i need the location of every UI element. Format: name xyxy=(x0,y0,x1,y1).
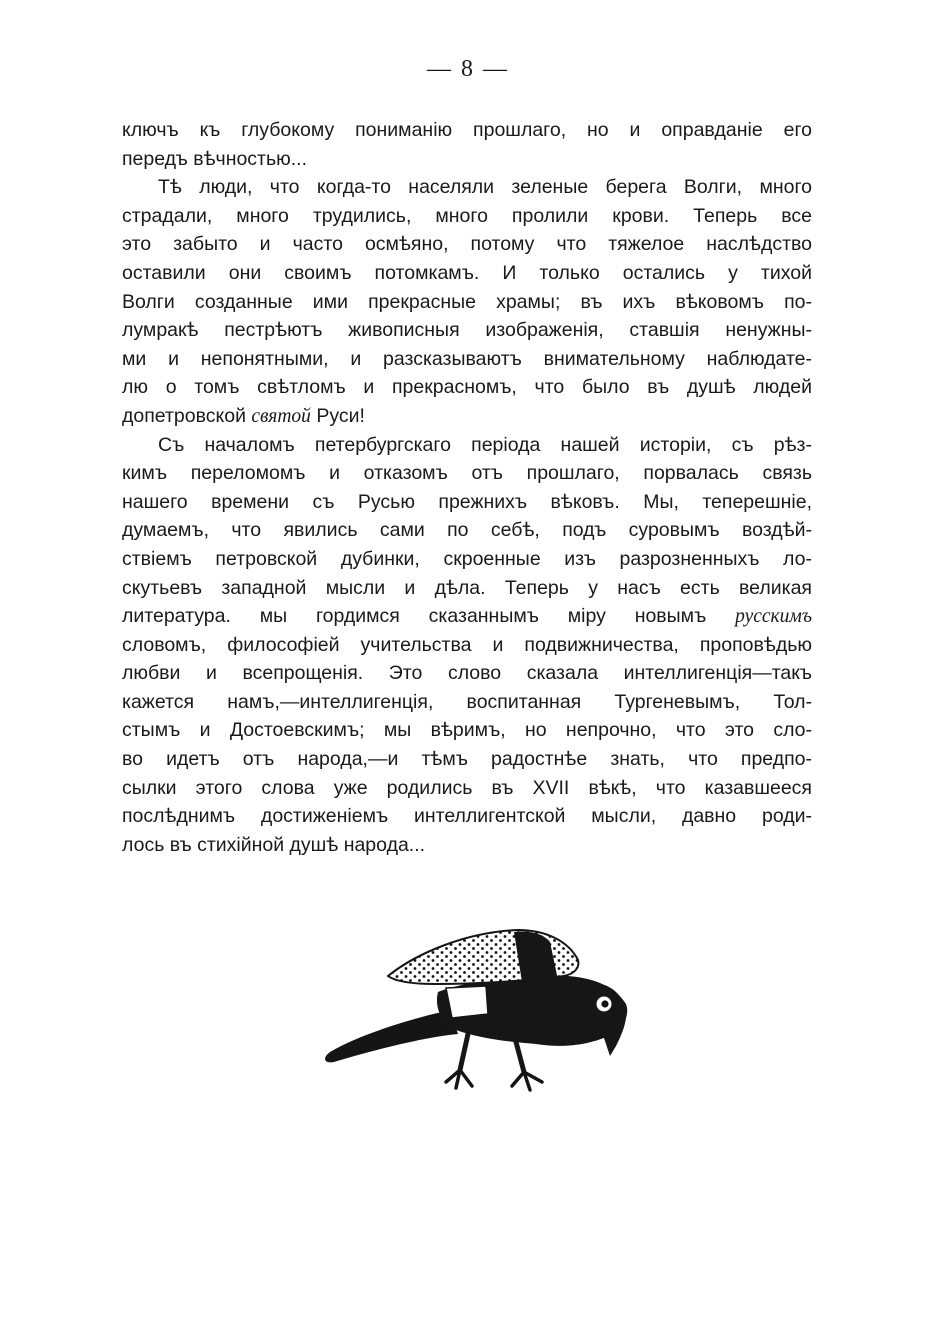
text-line: Волги созданные ими прекрасные храмы; въ ихъ вѣковомъ по- xyxy=(122,290,812,313)
text-line: оставили они своимъ потомкамъ. И только остались у тихой xyxy=(122,261,812,284)
text-line: кимъ переломомъ и отказомъ отъ прошлаго, порвалась связь xyxy=(122,462,812,485)
text-fragment: литература. мы гордимся сказаннымъ міру новымъ xyxy=(122,605,736,628)
text-line: сылки этого слова уже родились въ XVII вѣкѣ, что казавшееся xyxy=(122,776,812,799)
text-line xyxy=(122,602,812,631)
text-line: Съ началомъ петербургскаго періода нашей исторіи, съ рѣз- xyxy=(158,433,812,456)
text-line: ключъ къ глубокому пониманію прошлаго, но и оправданіе его xyxy=(122,119,812,141)
text-line: послѣднимъ достиженіемъ интеллигентской мысли, давно роди- xyxy=(122,805,812,828)
text-line: страдали, много трудились, много пролили крови. Теперь все xyxy=(122,204,812,227)
text-line: нашего времени съ Русью прежнихъ вѣковъ. Мы, теперешніе, xyxy=(122,490,812,513)
text-line: лю о томъ свѣтломъ и прекрасномъ, что было въ душѣ людей xyxy=(122,376,812,399)
foot-right xyxy=(512,1072,542,1090)
text-line: словомъ, философіей учительства и подвижничества, проповѣдью xyxy=(122,633,812,656)
text-line: во идетъ отъ народа,—и тѣмъ радостнѣе знать, что предпо- xyxy=(122,748,812,771)
leg-left xyxy=(460,1034,468,1070)
text-line: Тѣ люди, что когда-то населяли зеленые берега Волги, много xyxy=(158,176,812,199)
white-patch-shape xyxy=(446,986,488,1018)
italic-phrase: русскимъ xyxy=(735,606,812,628)
page-number: — 8 — xyxy=(427,56,509,82)
text-line: лось въ стихійной душѣ народа... xyxy=(122,833,426,856)
text-line: ми и непонятными, и разсказываютъ внимательному наблюдате- xyxy=(122,347,812,370)
text-line: это забыто и часто осмѣяно, потому что тяжелое наслѣдство xyxy=(122,233,812,256)
foot-left xyxy=(446,1070,472,1088)
text-line: передъ вѣчностью... xyxy=(122,147,308,170)
tail-shape xyxy=(325,1010,458,1062)
text-fragment: допетровской xyxy=(122,404,252,427)
pupil-icon xyxy=(601,1000,608,1007)
text-line: лумракѣ пестрѣютъ живописныя изображенія, ставшія ненужны- xyxy=(122,319,812,342)
head-shape xyxy=(575,983,626,1056)
text-line: думаемъ, что явились сами по себѣ, подъ суровымъ воздѣй- xyxy=(122,519,812,542)
text-fragment: Руси! xyxy=(310,404,365,427)
text-line: стымъ и Достоевскимъ; мы вѣримъ, но непрочно, что это сло- xyxy=(122,719,812,742)
text-line xyxy=(122,402,812,431)
text-line: любви и всепрощенія. Это слово сказала интеллигенція—такъ xyxy=(122,662,812,685)
text-line: ствіемъ петровской дубинки, скроенные изъ разрозненныхъ ло- xyxy=(122,547,812,570)
text-line: скутьевъ западной мысли и дѣла. Теперь у насъ есть великая xyxy=(122,576,812,599)
magpie-illustration xyxy=(318,922,638,1098)
text-line: кажется намъ,—интеллигенція, воспитанная Тургеневымъ, Тол- xyxy=(122,690,812,713)
body-text xyxy=(122,116,812,859)
italic-phrase: святой xyxy=(251,405,311,427)
leg-right xyxy=(516,1042,524,1072)
